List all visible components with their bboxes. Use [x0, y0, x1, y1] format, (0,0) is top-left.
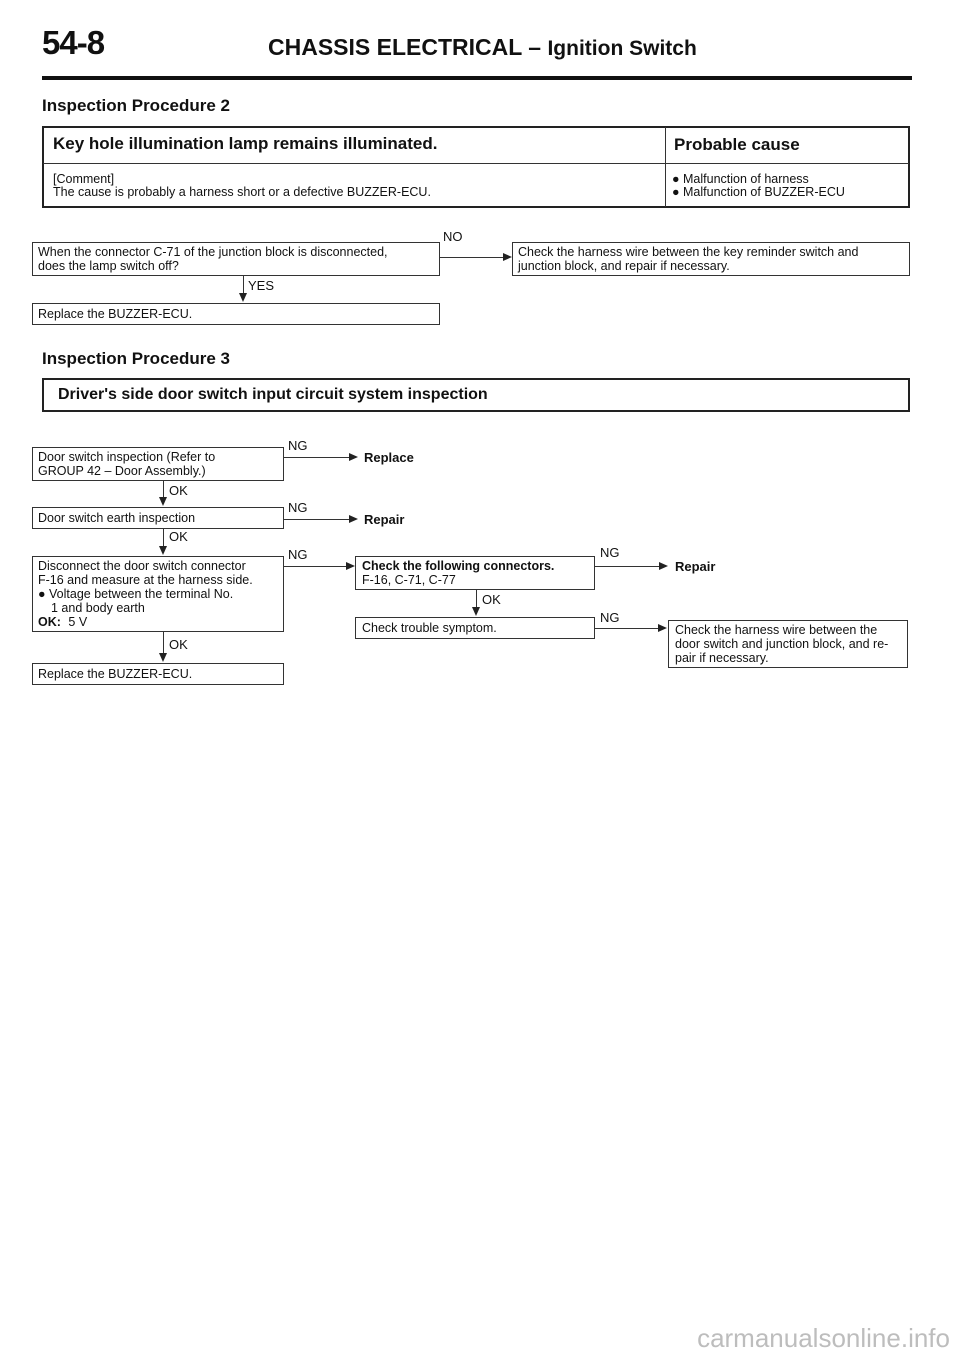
proc3-step4-ok-label: OK: [482, 592, 501, 607]
proc3-step4-line2: F-16, C-71, C-77: [362, 573, 456, 587]
proc3-step1-box: [32, 447, 284, 481]
proc3-step2-ok-connector: [163, 529, 164, 547]
proc3-heading: Inspection Procedure 3: [42, 349, 230, 368]
proc3-step2-ok-label: OK: [169, 529, 188, 544]
proc2-table-divider: [665, 127, 666, 207]
proc2-no-result-line1: Check the harness wire between the key reminder switch and: [518, 245, 859, 259]
proc2-no-label: NO: [443, 229, 463, 244]
proc3-step5-ng-result-box: [668, 620, 908, 668]
proc3-step4-ok-arrow: [472, 607, 480, 616]
proc3-banner: [42, 378, 910, 412]
proc3-step3-ok-connector: [163, 632, 164, 654]
proc3-step4-ng-label: NG: [600, 545, 620, 560]
proc3-step3-ng-connector: [284, 566, 347, 567]
proc3-step4-ng-result: Repair: [675, 559, 716, 574]
proc2-yes-result-box: [32, 303, 440, 325]
proc2-yes-result-text: Replace the BUZZER-ECU.: [38, 307, 193, 321]
proc3-step3-line2: F-16 and measure at the harness side.: [38, 573, 253, 587]
proc2-step1-line1: When the connector C-71 of the junction block is disconnected,: [38, 245, 388, 259]
proc3-step1-line1: Door switch inspection (Refer to: [38, 450, 216, 464]
proc3-step4-box: [355, 556, 595, 590]
proc3-step1-line2: GROUP 42 – Door Assembly.): [38, 464, 206, 478]
proc3-step5-ng-label: NG: [600, 610, 620, 625]
proc3-step1-ng-label: NG: [288, 438, 308, 453]
proc2-heading: Inspection Procedure 2: [42, 96, 230, 115]
proc3-step3-box: [32, 556, 284, 632]
proc2-yes-label: YES: [248, 278, 275, 293]
proc3-step1-ng-connector: [284, 457, 350, 458]
proc3-step1-ok-connector: [163, 481, 164, 498]
proc2-yes-connector: [243, 276, 244, 294]
proc3-step2-ng-connector: [284, 519, 350, 520]
proc3-step3-ok-criterion-value: 5 V: [68, 615, 88, 629]
proc3-step3-ok-arrow: [159, 653, 167, 662]
proc3-step1-ok-label: OK: [169, 483, 188, 498]
proc3-step1-ok-arrow: [159, 497, 167, 506]
proc3-step5-text: Check trouble symptom.: [362, 621, 497, 635]
proc2-symptom: Key hole illumination lamp remains illuminated.: [53, 134, 438, 153]
proc3-step5-ng-result-line2: door switch and junction block, and re-: [675, 637, 889, 651]
title-dash: –: [528, 34, 542, 60]
proc3-step4-ok-connector: [476, 590, 477, 608]
proc3-step3-ok-result-text: Replace the BUZZER-ECU.: [38, 667, 193, 681]
title-main: CHASSIS ELECTRICAL: [268, 34, 522, 60]
proc3-step2-ok-arrow: [159, 546, 167, 555]
proc3-step4-ng-arrow: [659, 562, 668, 570]
proc2-table-row-rule: [43, 163, 909, 164]
watermark: carmanualsonline.info: [697, 1323, 950, 1353]
proc2-no-connector: [440, 257, 504, 258]
proc3-step3-ok-criterion-label: OK:: [38, 615, 61, 629]
proc3-step2-box: [32, 507, 284, 529]
page-title: [268, 34, 697, 61]
proc2-comment-text: The cause is probably a harness short or a defective BUZZER-ECU.: [53, 185, 431, 199]
proc2-step1-box: [32, 242, 440, 276]
proc3-step5-box: [355, 617, 595, 639]
proc3-banner-text: Driver's side door switch input circuit system inspection: [58, 386, 488, 403]
proc3-step5-ng-result-line1: Check the harness wire between the: [675, 623, 878, 637]
proc3-step1-ng-result: Replace: [364, 450, 414, 465]
proc3-step3-line4: 1 and body earth: [51, 601, 145, 615]
proc2-cause-1: ● Malfunction of harness: [672, 172, 809, 186]
proc3-step3-line3: ● Voltage between the terminal No.: [38, 587, 234, 601]
proc3-step4-line1: Check the following connectors.: [362, 559, 555, 573]
proc2-step1-line2: does the lamp switch off?: [38, 259, 179, 273]
proc2-cause-2: ● Malfunction of BUZZER-ECU: [672, 185, 845, 199]
header-rule: [42, 76, 912, 80]
proc2-no-arrow: [503, 253, 512, 261]
proc2-no-result-line2: junction block, and repair if necessary.: [518, 259, 730, 273]
proc2-comment-label: [Comment]: [53, 172, 115, 186]
proc3-step3-ng-arrow: [346, 562, 355, 570]
proc3-step2-text: Door switch earth inspection: [38, 511, 196, 525]
proc3-step5-ng-result-line3: pair if necessary.: [675, 651, 769, 665]
page-number: 54-8: [42, 24, 105, 61]
proc2-no-result-box: [512, 242, 910, 276]
proc3-step3-ng-label: NG: [288, 547, 308, 562]
proc3-step2-ng-arrow: [349, 515, 358, 523]
proc3-step2-ng-label: NG: [288, 500, 308, 515]
title-subtitle: Ignition Switch: [547, 37, 697, 60]
proc3-step1-ng-arrow: [349, 453, 358, 461]
proc3-step3-line1: Disconnect the door switch connector: [38, 559, 246, 573]
proc3-step4-ng-connector: [595, 566, 660, 567]
proc3-step2-ng-result: Repair: [364, 512, 405, 527]
proc3-step5-ng-arrow: [658, 624, 667, 632]
proc3-step3-ok-label: OK: [169, 637, 188, 652]
proc3-step3-ok-result-box: [32, 663, 284, 685]
proc2-yes-arrow: [239, 293, 247, 302]
proc3-step5-ng-connector: [595, 628, 659, 629]
proc2-probable-cause-heading: Probable cause: [674, 135, 800, 154]
